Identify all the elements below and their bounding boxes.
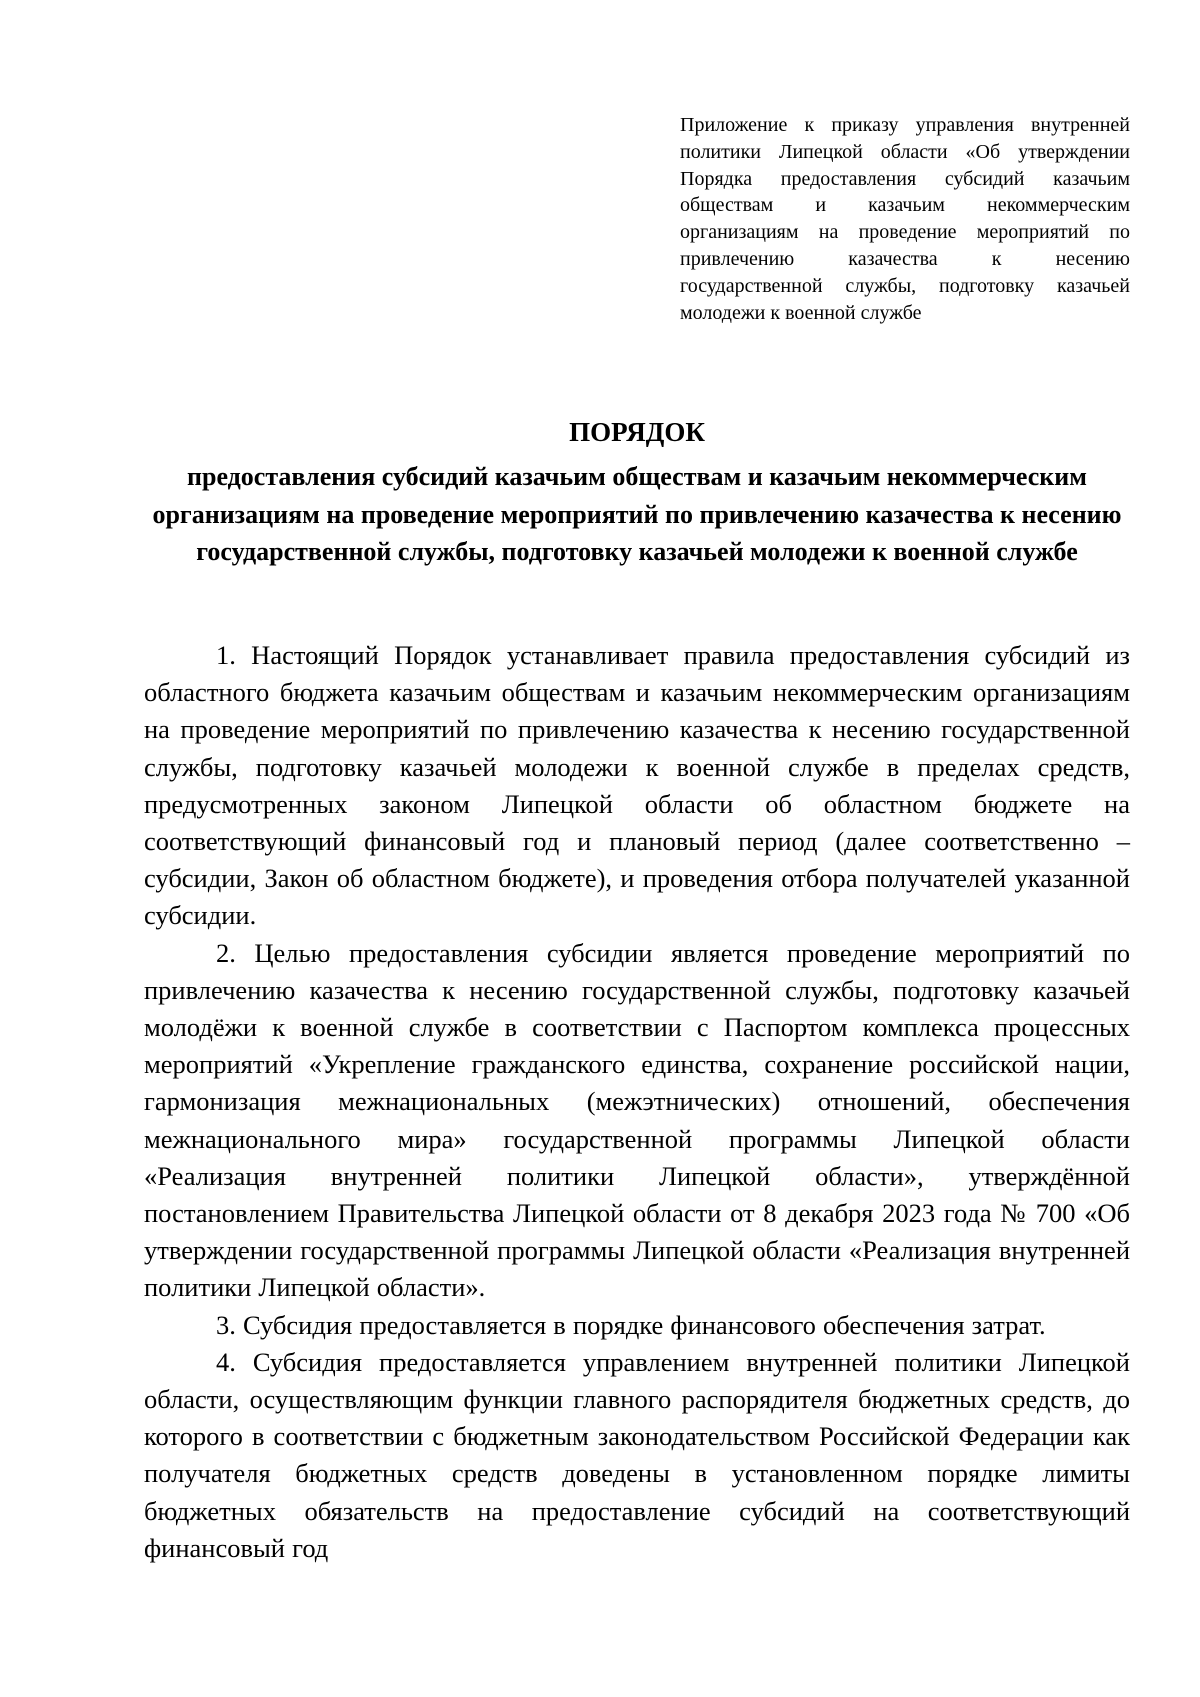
paragraph-4: 4. Субсидия предоставляется управлением внутренней политики Липецкой области, осуществляющим функции главного распорядителя бюджетных средств, до которого в соответствии с бюджетным законодательством Российской Федерации как получателя бюджетных средств доведены в установленном порядке лимиты бюджетных обязательств на предоставление субсидий на соответствующий финансовый год bbox=[144, 1346, 1130, 1563]
document-title: ПОРЯДОК bbox=[569, 417, 705, 447]
title-block bbox=[144, 414, 1130, 571]
document-body bbox=[144, 637, 1130, 1567]
document-subtitle: предоставления субсидий казачьим обществам и казачьим некоммерческим организациям на проведение мероприятий по привлечению казачества к несению государственной службы, подготовку казачьей молодежи к военной службе bbox=[152, 462, 1122, 566]
appendix-note: Приложение к приказу управления внутренней политики Липецкой области «Об утверждении Порядка предоставления субсидий казачьим обществам и казачьим некоммерческим организациям на проведение мероприятий по привлечению казачества к несению государственной службы, подготовку казачьей молодежи к военной службе bbox=[680, 114, 1130, 324]
paragraph-3: 3. Субсидия предоставляется в порядке финансового обеспечения затрат. bbox=[216, 1309, 1046, 1340]
paragraph-2: 2. Целью предоставления субсидии является проведение мероприятий по привлечению казачества к несению государственной службы, подготовку казачьей молодёжи к военной службе в соответствии с Паспортом комплекса процессных мероприятий «Укрепление гражданского единства, сохранение российской нации, гармонизация межнациональных (межэтнических) отношений, обеспечения межнационального мира» государственной программы Липецкой области «Реализация внутренней политики Липецкой области», утверждённой постановлением Правительства Липецкой области от 8 декабря 2023 года № 700 «Об утверждении государственной программы Липецкой области «Реализация внутренней политики Липецкой области». bbox=[144, 937, 1130, 1303]
paragraph-1: 1. Настоящий Порядок устанавливает правила предоставления субсидий из областного бюджета казачьим обществам и казачьим некоммерческим организациям на проведение мероприятий по привлечению казачества к несению государственной службы, подготовку казачьей молодежи к военной службе в пределах средств, предусмотренных законом Липецкой области об областном бюджете на соответствующий финансовый год и плановый период (далее соответственно – субсидии, Закон об областном бюджете), и проведения отбора получателей указанной субсидии. bbox=[144, 640, 1130, 931]
